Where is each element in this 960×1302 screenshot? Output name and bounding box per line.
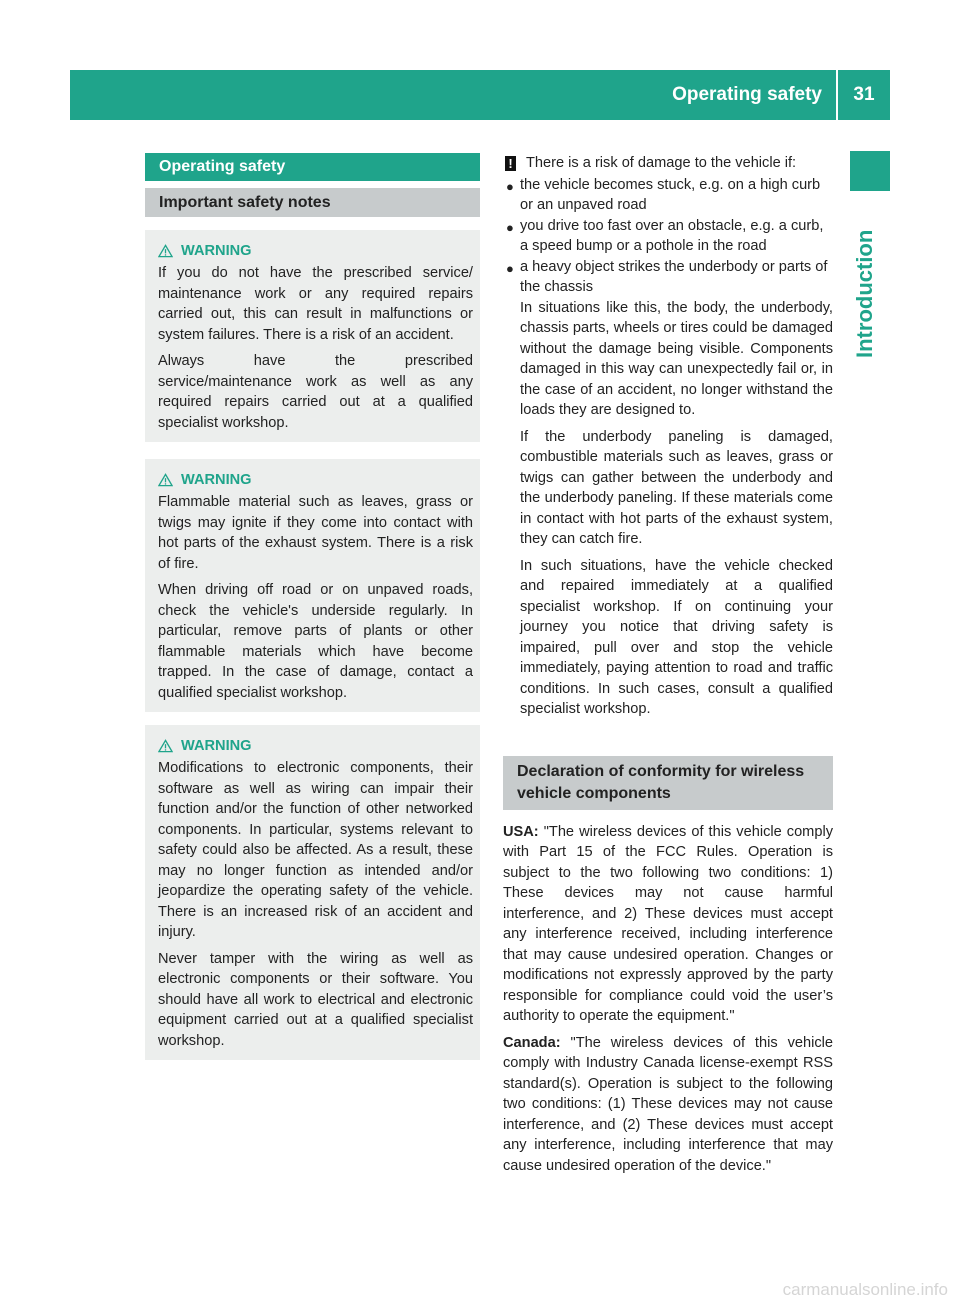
chapter-label: Introduction: [852, 229, 877, 358]
exclamation-icon: !: [505, 156, 516, 171]
warning-text: Modifications to electronic components, their software as well as wiring can impair their function and/or the function of other networked components. In particular, systems relevant to safety could also be affected. As a result, these may no longer function as intended and/or jeopardize the operating safety of the vehicle. There is an increased risk of an accident and injury.: [158, 760, 473, 940]
warning-text: Always have the prescribed service/maintenance work as well as any required repairs carried out at a qualified specialist workshop.: [158, 353, 473, 431]
usa-text: "The wireless devices of this vehicle comply with Part 15 of the FCC Rules. Operation is subject to the two following two conditions: 1) These devices may not cause harmful interference, and 2) These devices must accept any interference received, including interference that may cause undesired operation. Changes or modifications not expressly approved by the party responsible for compliance could void the user’s authority to operate the equipment.": [503, 823, 833, 1024]
warning-triangle-icon: [158, 739, 173, 753]
usa-declaration: [503, 822, 833, 1027]
warning-heading: [158, 468, 473, 492]
page-header: [70, 70, 890, 120]
warning-heading: [158, 239, 473, 263]
list-item: ● a heavy object strikes the underbody or parts of the chassis: [506, 258, 828, 295]
notice-paragraph: In such situations, have the vehicle checked and repaired immediately at a qualified specialist workshop. If on continuing your journey you notice that driving safety is impaired, pull over and stop the vehicle immediately, paying attention to road and traffic conditions. In such cases, consult a qualified specialist workshop.: [520, 557, 833, 717]
notice-paragraph: In situations like this, the body, the underbody, chassis parts, wheels or tires could be damaged without the damage being visible. Components damaged in this way can unexpectedly fail or, in the case of an accident, no longer withstand the loads they are designed to.: [520, 299, 833, 418]
watermark: carmanualsonline.info: [782, 1280, 948, 1299]
section-title: Operating safety: [145, 153, 480, 181]
notice-paragraph: If the underbody paneling is damaged, combustible materials such as leaves, grass or twigs can gather between the underbody and the underbody paneling. If these materials come in contact with hot parts of the exhaust system, they can catch fire.: [520, 428, 833, 547]
subsection-title: Important safety notes: [145, 188, 480, 217]
damage-list: [503, 175, 833, 298]
bullet-icon: ●: [506, 178, 514, 194]
header-title: Operating safety: [672, 84, 822, 105]
notice-intro: There is a risk of damage to the vehicle if:: [526, 155, 797, 171]
warning-box: [145, 725, 480, 1060]
warning-text: If you do not have the prescribed service/ maintenance work or any required repairs carried out, this can result in malfunctions or system failures. There is a risk of an accident.: [158, 265, 473, 343]
page-number: 31: [853, 84, 875, 105]
list-item: ● the vehicle becomes stuck, e.g. on a high curb or an unpaved road: [506, 176, 821, 213]
warning-text: Never tamper with the wiring as well as electronic components or their software. You should have all work to electrical and electronic equipment carried out at a qualified specialist workshop.: [158, 950, 473, 1049]
right-column: [503, 153, 833, 1176]
canada-label: Canada:: [503, 1034, 561, 1051]
canada-declaration: [503, 1033, 833, 1177]
warning-triangle-icon: [158, 244, 173, 258]
warning-text: Flammable material such as leaves, grass or twigs may ignite if they come into contact with hot parts of the exhaust system. There is a risk of fire.: [158, 494, 473, 572]
left-column: [145, 153, 480, 1060]
chapter-tab-marker: [850, 151, 890, 191]
warning-label: WARNING: [181, 737, 252, 754]
warning-label: WARNING: [181, 242, 252, 259]
usa-label: USA:: [503, 823, 539, 840]
warning-box: [145, 230, 480, 442]
warning-label: WARNING: [181, 471, 252, 488]
warning-text: When driving off road or on unpaved roads, check the vehicle's underside regularly. In particular, remove parts of plants or other flammable materials which have become trapped. In the case of damage, contact a qualified specialist workshop.: [158, 582, 473, 701]
warning-box: [145, 459, 480, 712]
bullet-icon: ●: [506, 219, 514, 235]
canada-text: "The wireless devices of this vehicle comply with Industry Canada license-exempt RSS standard(s). Operation is subject to the following two conditions: (1) These devices may not cause interference, and (2) These devices must accept any interference, including interference that may cause undesired operation of the device.": [503, 1034, 833, 1174]
list-item: ● you drive too fast over an obstacle, e.g. a curb, a speed bump or a pothole in the road: [506, 217, 824, 254]
warning-heading: [158, 734, 473, 758]
declaration-title: Declaration of conformity for wireless vehicle components: [503, 756, 833, 810]
damage-notice: [503, 153, 833, 174]
bullet-icon: ●: [506, 260, 514, 276]
warning-triangle-icon: [158, 473, 173, 487]
